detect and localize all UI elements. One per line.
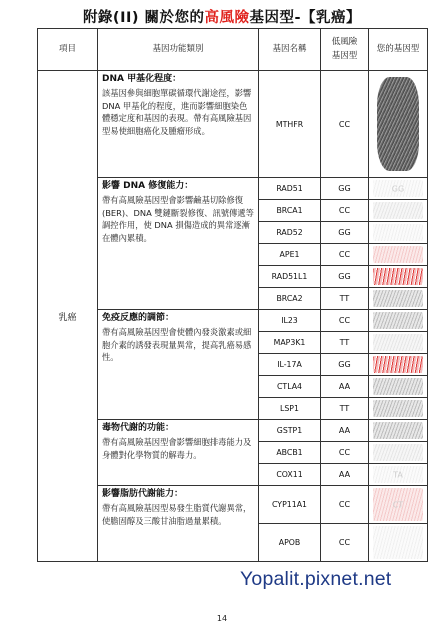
gene-name: IL23 xyxy=(259,310,321,332)
low-risk-genotype: TT xyxy=(321,398,369,420)
your-genotype xyxy=(369,354,428,376)
pencil-scribble xyxy=(377,77,419,171)
pencil-scribble xyxy=(373,202,423,219)
gene-name: LSP1 xyxy=(259,398,321,420)
function-text: 帶有高風險基因型會影響細胞排毒能力及身體對化學物質的解毒力。 xyxy=(102,436,252,460)
low-risk-genotype: AA xyxy=(321,464,369,486)
your-genotype xyxy=(369,222,428,244)
your-genotype xyxy=(369,420,428,442)
pencil-scribble xyxy=(373,378,423,395)
header-item: 項目 xyxy=(38,29,98,71)
pencil-scribble xyxy=(373,334,423,351)
low-risk-genotype: GG xyxy=(321,222,369,244)
function-text: 帶有高風險基因型易發生脂質代謝異常，使膽固醇及三酸甘油脂過量累積。 xyxy=(102,502,252,526)
low-risk-genotype: CC xyxy=(321,310,369,332)
header-yours: 您的基因型 xyxy=(369,29,428,71)
function-cell xyxy=(98,310,259,420)
function-heading: DNA 甲基化程度： xyxy=(102,74,182,84)
your-genotype xyxy=(369,288,428,310)
your-genotype: CT xyxy=(369,486,428,524)
pencil-scribble xyxy=(373,290,423,307)
gene-name: RAD51L1 xyxy=(259,266,321,288)
pencil-scribble xyxy=(373,444,423,461)
your-genotype xyxy=(369,376,428,398)
your-genotype xyxy=(369,200,428,222)
pencil-scribble xyxy=(373,224,423,241)
header-gene: 基因名稱 xyxy=(259,29,321,71)
header-low-risk-line1: 低風險 xyxy=(331,37,358,48)
your-genotype xyxy=(369,332,428,354)
gene-name: RAD52 xyxy=(259,222,321,244)
your-genotype xyxy=(369,244,428,266)
pencil-scribble xyxy=(373,246,423,263)
header-low-risk-line2: 基因型 xyxy=(331,50,358,61)
gene-name: MTHFR xyxy=(259,71,321,178)
low-risk-genotype: CC xyxy=(321,442,369,464)
your-genotype xyxy=(369,71,428,178)
gene-name: APE1 xyxy=(259,244,321,266)
low-risk-genotype: AA xyxy=(321,376,369,398)
your-genotype xyxy=(369,398,428,420)
pencil-scribble xyxy=(373,526,423,559)
function-cell xyxy=(98,420,259,486)
low-risk-genotype: GG xyxy=(321,266,369,288)
function-heading: 免疫反應的調節： xyxy=(102,313,175,323)
table-header-row xyxy=(38,29,428,71)
your-genotype xyxy=(369,310,428,332)
header-function: 基因功能類別 xyxy=(98,29,259,71)
function-cell xyxy=(98,178,259,310)
gene-name: BRCA2 xyxy=(259,288,321,310)
function-text: 帶有高風險基因型會使體內發炎激素或細胞介素的誘發表現量異常，提高乳癌易感性。 xyxy=(102,326,252,363)
low-risk-genotype: GG xyxy=(321,354,369,376)
table-row xyxy=(38,71,428,178)
watermark: Yopalit.pixnet.net xyxy=(240,568,392,590)
function-cell xyxy=(98,486,259,562)
title-highlight: 高風險 xyxy=(204,10,250,26)
pencil-scribble xyxy=(373,356,423,373)
pencil-scribble xyxy=(373,400,423,417)
genotype-table xyxy=(37,28,428,562)
gene-name: CYP11A1 xyxy=(259,486,321,524)
low-risk-genotype: CC xyxy=(321,524,369,562)
function-text: 帶有高風險基因型會影響鹼基切除修復(BER)、DNA 雙鏈斷裂修復、訊號傳遞等調控作用，使 DNA 損傷造成的異常逐漸在體內累積。 xyxy=(102,194,254,244)
function-text: 該基因參與細胞單碳循環代謝途徑，影響 DNA 甲基化的程度，進而影響細胞染色體穩定度和基因的表現。帶有高風險基因型易使細胞癌化及腫瘤形成。 xyxy=(102,87,252,137)
pencil-scribble xyxy=(373,312,423,329)
title-prefix: 附錄(II) 關於您的 xyxy=(82,10,205,26)
gene-name: COX11 xyxy=(259,464,321,486)
your-genotype: TA xyxy=(369,464,428,486)
function-heading: 影響脂肪代謝能力： xyxy=(102,489,184,499)
gene-name: APOB xyxy=(259,524,321,562)
your-genotype xyxy=(369,266,428,288)
low-risk-genotype: CC xyxy=(321,71,369,178)
gene-name: IL-17A xyxy=(259,354,321,376)
gene-name: CTLA4 xyxy=(259,376,321,398)
low-risk-genotype: AA xyxy=(321,420,369,442)
low-risk-genotype: CC xyxy=(321,486,369,524)
item-cell: 乳癌 xyxy=(38,71,98,562)
gene-name: BRCA1 xyxy=(259,200,321,222)
gene-name: ABCB1 xyxy=(259,442,321,464)
gene-name: RAD51 xyxy=(259,178,321,200)
low-risk-genotype: GG xyxy=(321,178,369,200)
page-title xyxy=(0,6,444,27)
low-risk-genotype: TT xyxy=(321,332,369,354)
header-low-risk xyxy=(321,29,369,71)
function-heading: 影響 DNA 修復能力： xyxy=(102,181,194,191)
pencil-scribble xyxy=(373,422,423,439)
low-risk-genotype: CC xyxy=(321,200,369,222)
gene-name: MAP3K1 xyxy=(259,332,321,354)
title-suffix: 基因型-【乳癌】 xyxy=(249,10,362,26)
function-heading: 毒物代謝的功能： xyxy=(102,423,175,433)
function-cell xyxy=(98,71,259,178)
pencil-scribble xyxy=(373,268,423,285)
your-genotype: GG xyxy=(369,178,428,200)
low-risk-genotype: CC xyxy=(321,244,369,266)
low-risk-genotype: TT xyxy=(321,288,369,310)
your-genotype xyxy=(369,524,428,562)
your-genotype xyxy=(369,442,428,464)
gene-name: GSTP1 xyxy=(259,420,321,442)
page-number: 14 xyxy=(216,614,228,623)
